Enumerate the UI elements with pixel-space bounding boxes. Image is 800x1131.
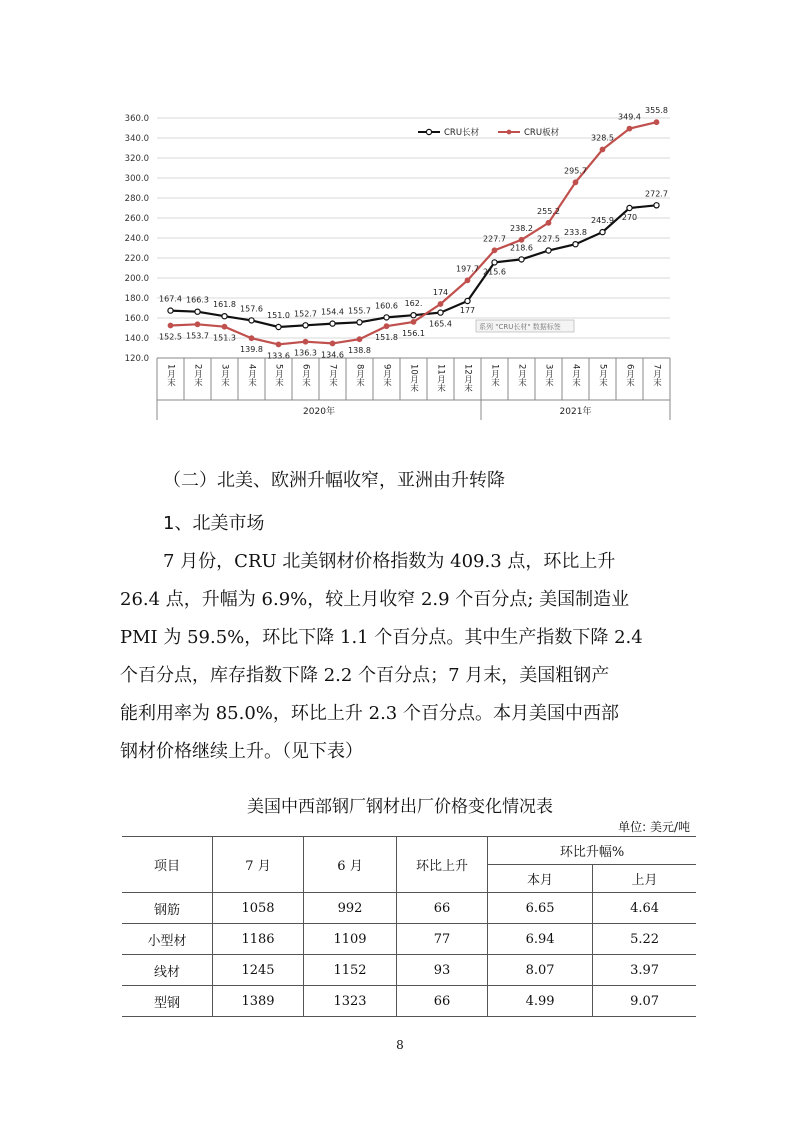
data-label: 136.3 bbox=[294, 348, 317, 358]
data-label: 295.7 bbox=[564, 166, 587, 176]
data-point bbox=[195, 322, 200, 327]
data-label: 152.5 bbox=[159, 332, 182, 342]
data-point bbox=[168, 308, 173, 313]
data-label: 152.7 bbox=[294, 309, 317, 319]
x-tick-label: 12月末 bbox=[462, 364, 473, 392]
data-point bbox=[519, 257, 524, 262]
x-tick-label: 7月末 bbox=[327, 364, 338, 387]
data-point bbox=[600, 147, 605, 152]
y-tick-label: 240.0 bbox=[124, 234, 149, 244]
legend-marker bbox=[426, 129, 431, 134]
data-point bbox=[438, 310, 443, 315]
cell-mom: 66 bbox=[397, 893, 488, 924]
data-point bbox=[573, 180, 578, 185]
data-point bbox=[411, 320, 416, 325]
x-tick-label: 6月末 bbox=[624, 364, 635, 387]
data-label: 355.8 bbox=[645, 106, 668, 116]
x-tick-label: 11月末 bbox=[435, 364, 446, 392]
y-tick-label: 360.0 bbox=[124, 114, 149, 124]
table-row bbox=[122, 924, 696, 955]
cell-last-month: 9.07 bbox=[593, 986, 696, 1017]
y-tick-label: 260.0 bbox=[124, 214, 149, 224]
table-unit: 单位: 美元/吨 bbox=[618, 820, 690, 834]
cell-name: 线材 bbox=[122, 955, 213, 986]
data-label: 238.2 bbox=[510, 223, 533, 233]
data-point bbox=[330, 341, 335, 346]
cell-jun: 992 bbox=[304, 893, 397, 924]
table-row bbox=[122, 955, 696, 986]
x-group-label: 2021年 bbox=[559, 407, 592, 417]
table-row bbox=[122, 893, 696, 924]
header-pct-group: 环比升幅% bbox=[488, 837, 697, 865]
data-label: 177 bbox=[459, 306, 476, 315]
header-item: 项目 bbox=[122, 837, 213, 893]
x-tick-label: 6月末 bbox=[300, 364, 311, 387]
data-label: 218.6 bbox=[510, 243, 533, 253]
data-label: 161.8 bbox=[213, 300, 236, 310]
section-heading: （二）北美、欧洲升幅收窄，亚洲由升转降 bbox=[163, 470, 505, 491]
cell-last-month: 5.22 bbox=[593, 924, 696, 955]
data-point bbox=[573, 242, 578, 247]
data-label: 227.5 bbox=[537, 234, 560, 244]
header-jul: 7 月 bbox=[213, 837, 304, 893]
data-label: 165.4 bbox=[429, 319, 452, 329]
cell-last-month: 4.64 bbox=[593, 893, 696, 924]
data-label: 157.6 bbox=[240, 304, 263, 314]
data-label: 174 bbox=[432, 288, 449, 297]
data-point bbox=[222, 324, 227, 329]
data-point bbox=[546, 220, 551, 225]
x-group-label: 2020年 bbox=[303, 407, 335, 417]
cell-name: 钢筋 bbox=[122, 893, 213, 924]
data-label: 270 bbox=[621, 213, 638, 222]
data-label: 151.3 bbox=[213, 333, 236, 343]
header-this-month: 本月 bbox=[488, 865, 593, 893]
header-jun: 6 月 bbox=[304, 837, 397, 893]
tooltip-text: 系列 "CRU长材" 数据标签 bbox=[479, 323, 561, 331]
data-label: 139.8 bbox=[240, 345, 263, 355]
data-point bbox=[654, 120, 659, 125]
cell-jul: 1186 bbox=[213, 924, 304, 955]
cell-jun: 1323 bbox=[304, 986, 397, 1017]
data-point bbox=[411, 313, 416, 318]
data-point bbox=[627, 126, 632, 131]
y-tick-label: 320.0 bbox=[124, 154, 149, 164]
x-tick-label: 4月末 bbox=[246, 364, 257, 387]
data-point bbox=[384, 315, 389, 320]
data-point bbox=[384, 324, 389, 329]
data-point bbox=[330, 321, 335, 326]
cell-jun: 1109 bbox=[304, 924, 397, 955]
data-point bbox=[438, 302, 443, 307]
data-label: 215.6 bbox=[483, 267, 506, 277]
data-label: 151.8 bbox=[375, 333, 398, 343]
y-tick-label: 120.0 bbox=[124, 354, 149, 364]
cell-name: 小型材 bbox=[122, 924, 213, 955]
data-point bbox=[465, 278, 470, 283]
data-label: 233.8 bbox=[564, 228, 587, 238]
data-label: 162. bbox=[404, 299, 423, 309]
data-point bbox=[519, 237, 524, 242]
data-label: 166.3 bbox=[186, 295, 209, 305]
data-label: 156.1 bbox=[402, 328, 425, 338]
data-point bbox=[492, 260, 497, 265]
x-tick-label: 7月末 bbox=[651, 364, 662, 387]
x-tick-label: 3月末 bbox=[543, 364, 554, 387]
y-tick-label: 220.0 bbox=[124, 254, 149, 264]
data-point bbox=[222, 314, 227, 319]
data-label: 167.4 bbox=[159, 294, 182, 304]
price-table bbox=[122, 836, 696, 1017]
data-label: 272.7 bbox=[645, 189, 668, 199]
price-index-chart bbox=[110, 108, 700, 420]
y-tick-label: 140.0 bbox=[124, 334, 149, 344]
cell-last-month: 3.97 bbox=[593, 955, 696, 986]
cell-mom: 93 bbox=[397, 955, 488, 986]
data-label: 138.8 bbox=[348, 346, 371, 356]
paragraph-line: 7 月份，CRU 北美钢材价格指数为 409.3 点，环比上升 bbox=[163, 551, 616, 572]
x-tick-label: 5月末 bbox=[273, 364, 284, 387]
data-point bbox=[600, 230, 605, 235]
cell-jun: 1152 bbox=[304, 955, 397, 986]
body-paragraph bbox=[120, 543, 700, 771]
data-point bbox=[303, 323, 308, 328]
table-title: 美国中西部钢厂钢材出厂价格变化情况表 bbox=[247, 797, 553, 817]
data-label: 245.9 bbox=[591, 216, 614, 226]
data-label: 328.5 bbox=[591, 133, 614, 143]
x-tick-label: 2月末 bbox=[516, 364, 527, 387]
data-point bbox=[357, 320, 362, 325]
data-point bbox=[168, 323, 173, 328]
data-point bbox=[654, 203, 659, 208]
data-point bbox=[249, 336, 254, 341]
data-label: 197.7 bbox=[456, 264, 479, 274]
y-tick-label: 340.0 bbox=[124, 134, 149, 144]
data-point bbox=[465, 298, 470, 303]
cell-name: 型钢 bbox=[122, 986, 213, 1017]
y-tick-label: 200.0 bbox=[124, 274, 149, 284]
y-tick-label: 180.0 bbox=[124, 294, 149, 304]
cell-mom: 77 bbox=[397, 924, 488, 955]
data-label: 255.2 bbox=[537, 206, 560, 216]
data-label: 349.4 bbox=[618, 112, 641, 122]
cell-this-month: 8.07 bbox=[488, 955, 593, 986]
x-tick-label: 8月末 bbox=[354, 364, 365, 387]
data-point bbox=[357, 337, 362, 342]
data-point bbox=[303, 339, 308, 344]
data-point bbox=[627, 205, 632, 210]
paragraph-line: PMI 为 59.5%，环比下降 1.1 个百分点。其中生产指数下降 2.4 bbox=[120, 627, 643, 648]
paragraph-line: 26.4 点，升幅为 6.9%，较上月收窄 2.9 个百分点; 美国制造业 bbox=[120, 589, 630, 610]
paragraph-line: 个百分点，库存指数下降 2.2 个百分点；7 月末，美国粗钢产 bbox=[120, 665, 610, 686]
table-row bbox=[122, 986, 696, 1017]
data-label: 227.7 bbox=[483, 234, 506, 244]
paragraph-line: 钢材价格继续上升。（见下表） bbox=[120, 741, 363, 762]
y-tick-label: 300.0 bbox=[124, 174, 149, 184]
data-point bbox=[492, 248, 497, 253]
x-tick-label: 1月末 bbox=[489, 364, 500, 387]
x-tick-label: 2月末 bbox=[192, 364, 203, 387]
data-label: 154.4 bbox=[321, 307, 344, 317]
data-label: 160.6 bbox=[375, 301, 398, 311]
x-tick-label: 4月末 bbox=[570, 364, 581, 387]
x-tick-label: 9月末 bbox=[381, 364, 392, 387]
data-label: 133.6 bbox=[267, 351, 290, 361]
x-tick-label: 10月末 bbox=[408, 364, 419, 392]
data-point bbox=[195, 309, 200, 314]
cell-mom: 66 bbox=[397, 986, 488, 1017]
data-point bbox=[546, 248, 551, 253]
cell-this-month: 6.94 bbox=[488, 924, 593, 955]
legend-marker bbox=[507, 130, 512, 135]
data-label: 151.0 bbox=[267, 311, 290, 320]
y-tick-label: 160.0 bbox=[124, 314, 149, 324]
data-point bbox=[276, 324, 281, 329]
data-label: 155.7 bbox=[348, 306, 371, 316]
data-label: 153.7 bbox=[186, 331, 209, 341]
page-number: 8 bbox=[396, 1038, 404, 1052]
x-tick-label: 1月末 bbox=[165, 364, 176, 387]
x-tick-label: 5月末 bbox=[597, 364, 608, 387]
header-mom: 环比上升 bbox=[397, 837, 488, 893]
cell-jul: 1245 bbox=[213, 955, 304, 986]
cell-jul: 1058 bbox=[213, 893, 304, 924]
data-label: 134.6 bbox=[321, 350, 344, 360]
cell-this-month: 6.65 bbox=[488, 893, 593, 924]
cell-this-month: 4.99 bbox=[488, 986, 593, 1017]
data-point bbox=[276, 342, 281, 347]
data-point bbox=[249, 318, 254, 323]
x-tick-label: 3月末 bbox=[219, 364, 230, 387]
legend-label: CRU板材 bbox=[524, 128, 560, 138]
legend-label: CRU长材 bbox=[444, 128, 480, 138]
y-tick-label: 280.0 bbox=[124, 194, 149, 204]
sub-heading: 1、北美市场 bbox=[163, 513, 265, 534]
paragraph-line: 能利用率为 85.0%，环比上升 2.3 个百分点。本月美国中西部 bbox=[120, 703, 619, 724]
cell-jul: 1389 bbox=[213, 986, 304, 1017]
header-last-month: 上月 bbox=[593, 865, 696, 893]
